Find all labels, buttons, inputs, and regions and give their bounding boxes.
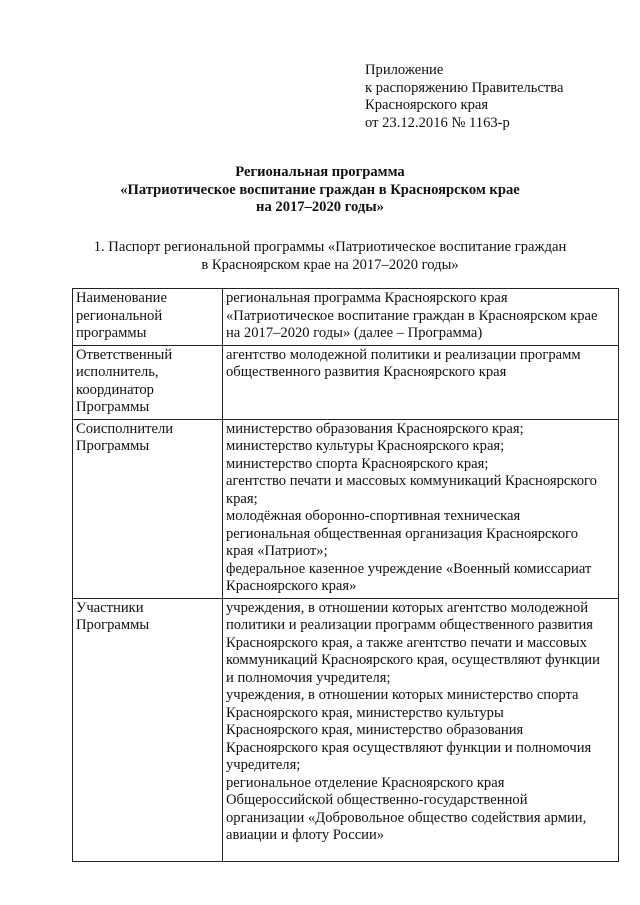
row-value-cell [223,289,619,346]
row-label-line: Ответственный [76,346,173,363]
row-value-line: Красноярского края, а также агентство печати и массовых [226,634,587,651]
row-label-line: Наименование [76,290,167,306]
row-value-line: авиации и флоту России» [226,827,385,843]
row-value-line: министерство образования Красноярского края; [226,420,524,437]
row-value-line: учредителя; [226,757,301,773]
row-value-line: региональная общественная организация Красноярского [226,525,579,542]
row-label-line: координатор [76,381,154,398]
row-label-line: Соисполнители [76,420,174,437]
appendix-line: Приложение [365,62,444,78]
row-value-cell [223,598,619,861]
row-label-line: Программы [76,617,150,633]
row-value-line: учреждения, в отношении которых министерство спорта [226,687,579,703]
program-title-line: Региональная программа [235,164,405,180]
row-value-line: края; [226,490,258,507]
section-heading [70,239,590,274]
row-label-line: исполнитель, [76,364,159,380]
section-heading-line: в Красноярском крае на 2017–2020 годы» [201,256,459,273]
row-value-cell [223,419,619,598]
section-heading-line: 1. Паспорт региональной программы «Патриотическое воспитание граждан [93,239,567,255]
passport-table [72,288,619,862]
row-value-line: политики и реализации программ общественного развития [226,617,594,633]
row-value-line: «Патриотическое воспитание граждан в Красноярском крае [226,307,598,324]
row-value-line: региональная программа Красноярского края [226,290,508,306]
row-value-line: общественного развития Красноярского края [226,364,507,380]
row-value-line: Красноярского края» [226,578,357,594]
table-row [73,419,619,598]
row-value-line: федеральное казенное учреждение «Военный комиссариат [226,560,592,577]
appendix-block [365,62,625,132]
program-title-line: на 2017–2020 годы» [256,199,384,215]
row-value-line: края «Патриот»; [226,543,328,559]
appendix-line: к распоряжению Правительства [365,79,564,96]
row-value-line: и полномочия учредителя; [226,669,391,686]
row-value-line: министерство культуры Красноярского края; [226,438,505,454]
row-value-line: на 2017–2020 годы» (далее – Программа) [226,325,483,341]
row-label-line: Участники [76,599,144,616]
row-value-line: учреждения, в отношении которых агентство молодежной [226,599,589,616]
row-label-line: региональной [76,307,163,324]
row-value-line: Общероссийской общественно-государственной [226,792,528,808]
row-value-line: Красноярского края осуществляют функции и полномочия [226,739,592,756]
row-value-line: агентство печати и массовых коммуникаций Красноярского [226,473,597,489]
table-row [73,598,619,861]
row-value-line: Красноярского края, министерство культуры [226,704,504,721]
row-label-line: Программы [76,399,150,415]
row-label-cell [73,289,223,346]
row-label-line: программы [76,325,147,341]
program-title [0,164,640,217]
row-value-line: министерство спорта Красноярского края; [226,455,489,472]
table-row [73,345,619,419]
row-value-line: Красноярского края, министерство образования [226,722,524,738]
appendix-line: от 23.12.2016 № 1163-р [365,114,510,131]
program-title-line: «Патриотическое воспитание граждан в Красноярском крае [120,181,520,198]
row-value-line: организации «Добровольное общество содействия армии, [226,809,587,826]
row-value-line: региональное отделение Красноярского края [226,774,505,791]
table-row [73,289,619,346]
row-value-cell [223,345,619,419]
row-label-cell [73,345,223,419]
passport-table-body [73,289,619,862]
row-label-cell [73,598,223,861]
row-value-line: молодёжная оборонно-спортивная техническая [226,508,521,524]
row-value-line: коммуникаций Красноярского края, осуществляют функции [226,652,600,668]
appendix-line: Красноярского края [365,97,489,113]
row-label-line: Программы [76,438,150,454]
row-label-cell [73,419,223,598]
row-value-line: агентство молодежной политики и реализации программ [226,346,581,363]
